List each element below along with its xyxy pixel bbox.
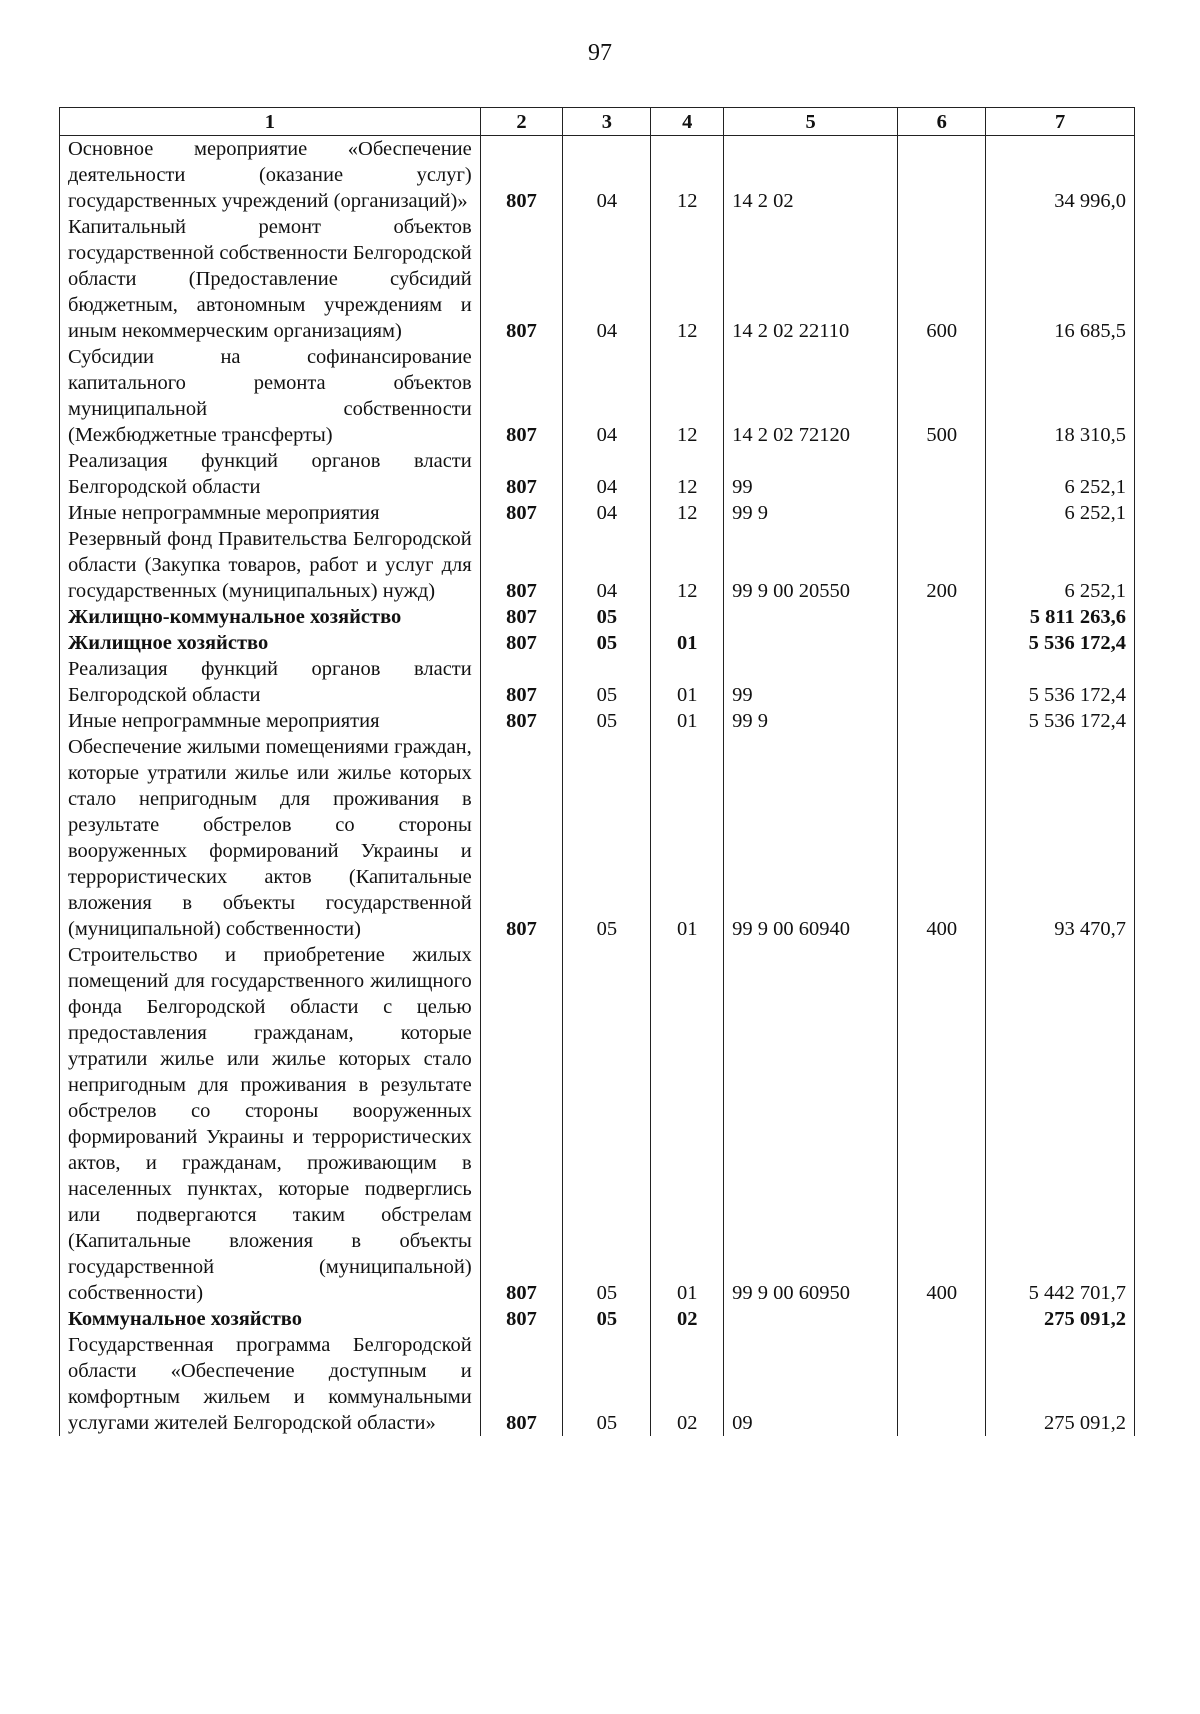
row-amount: 6 252,1 (986, 526, 1135, 604)
row-description: Основное мероприятие «Обеспечение деятельности (оказание услуг) государственных учреждений (организаций)» (60, 136, 481, 215)
row-target-article: 99 (724, 656, 898, 708)
row-subsection-code: 02 (651, 1332, 724, 1436)
row-description: Резервный фонд Правительства Белгородской области (Закупка товаров, работ и услуг для государственных (муниципальных) нужд) (60, 526, 481, 604)
table-row (60, 526, 1135, 604)
row-section-code: 04 (563, 448, 651, 500)
row-chapter-code: 807 (480, 604, 563, 630)
row-subsection-code: 12 (651, 500, 724, 526)
row-section-code: 05 (563, 1306, 651, 1332)
table-row (60, 136, 1135, 215)
row-section-code: 05 (563, 734, 651, 942)
row-target-article: 09 (724, 1332, 898, 1436)
row-description: Государственная программа Белгородской области «Обеспечение доступным и комфортным жильем и коммунальными услугами жителей Белгородской области» (60, 1332, 481, 1436)
row-target-article: 14 2 02 72120 (724, 344, 898, 448)
row-section-code: 04 (563, 500, 651, 526)
row-chapter-code: 807 (480, 630, 563, 656)
row-subsection-code: 01 (651, 734, 724, 942)
row-amount: 5 536 172,4 (986, 630, 1135, 656)
row-target-article (724, 604, 898, 630)
table-row (60, 604, 1135, 630)
row-amount: 5 811 263,6 (986, 604, 1135, 630)
header-col-5: 5 (724, 108, 898, 136)
row-target-article: 14 2 02 22110 (724, 214, 898, 344)
row-amount: 16 685,5 (986, 214, 1135, 344)
row-amount: 34 996,0 (986, 136, 1135, 215)
row-amount: 275 091,2 (986, 1306, 1135, 1332)
table-row (60, 448, 1135, 500)
row-amount: 18 310,5 (986, 344, 1135, 448)
row-subsection-code: 12 (651, 344, 724, 448)
row-target-article: 99 9 00 60940 (724, 734, 898, 942)
header-row (60, 108, 1135, 136)
row-chapter-code: 807 (480, 500, 563, 526)
row-section-code: 05 (563, 604, 651, 630)
table-row (60, 942, 1135, 1306)
row-expense-type (898, 448, 986, 500)
row-section-code: 04 (563, 214, 651, 344)
row-expense-type: 400 (898, 734, 986, 942)
row-expense-type: 200 (898, 526, 986, 604)
row-expense-type (898, 604, 986, 630)
table-row (60, 656, 1135, 708)
row-chapter-code: 807 (480, 136, 563, 215)
row-expense-type (898, 136, 986, 215)
row-target-article: 99 (724, 448, 898, 500)
row-section-code: 05 (563, 630, 651, 656)
row-description: Строительство и приобретение жилых помещений для государственного жилищного фонда Белгородской области с целью предоставления гражданам, которые утратили жилье или жилье которых стало непригодным для проживания в результате обстрелов со стороны вооруженных формирований Украины и террористических актов, и гражданам, проживающим в населенных пунктах, которые подверглись или подвергаются таким обстрелам (Капитальные вложения в объекты государственной (муниципальной) собственности) (60, 942, 481, 1306)
table-row (60, 708, 1135, 734)
row-description: Коммунальное хозяйство (60, 1306, 481, 1332)
page-number: 97 (588, 40, 612, 66)
row-chapter-code: 807 (480, 1332, 563, 1436)
table-row (60, 1332, 1135, 1436)
row-description: Реализация функций органов власти Белгородской области (60, 656, 481, 708)
row-chapter-code: 807 (480, 1306, 563, 1332)
row-description: Капитальный ремонт объектов государственной собственности Белгородской области (Предоставление субсидий бюджетным, автономным учреждениям и иным некоммерческим организациям) (60, 214, 481, 344)
row-subsection-code: 01 (651, 708, 724, 734)
row-subsection-code (651, 604, 724, 630)
row-amount: 93 470,7 (986, 734, 1135, 942)
header-col-3: 3 (563, 108, 651, 136)
row-section-code: 04 (563, 526, 651, 604)
row-expense-type (898, 1306, 986, 1332)
row-chapter-code: 807 (480, 448, 563, 500)
row-target-article: 14 2 02 (724, 136, 898, 215)
row-subsection-code: 01 (651, 656, 724, 708)
row-amount: 5 536 172,4 (986, 656, 1135, 708)
row-chapter-code: 807 (480, 526, 563, 604)
row-chapter-code: 807 (480, 656, 563, 708)
row-subsection-code: 12 (651, 448, 724, 500)
row-chapter-code: 807 (480, 734, 563, 942)
row-subsection-code: 12 (651, 526, 724, 604)
row-amount: 5 442 701,7 (986, 942, 1135, 1306)
row-subsection-code: 02 (651, 1306, 724, 1332)
row-subsection-code: 01 (651, 630, 724, 656)
row-description: Жилищное хозяйство (60, 630, 481, 656)
row-target-article: 99 9 (724, 500, 898, 526)
row-chapter-code: 807 (480, 942, 563, 1306)
row-amount: 6 252,1 (986, 448, 1135, 500)
row-expense-type: 500 (898, 344, 986, 448)
row-description: Обеспечение жилыми помещениями граждан, которые утратили жилье или жилье которых стало непригодным для проживания в результате обстрелов со стороны вооруженных формирований Украины и террористических актов (Капитальные вложения в объекты государственной (муниципальной) собственности) (60, 734, 481, 942)
table-row (60, 500, 1135, 526)
row-target-article: 99 9 00 20550 (724, 526, 898, 604)
row-expense-type (898, 708, 986, 734)
header-col-1: 1 (60, 108, 481, 136)
row-amount: 275 091,2 (986, 1332, 1135, 1436)
row-description: Иные непрограммные мероприятия (60, 708, 481, 734)
row-section-code: 05 (563, 708, 651, 734)
row-section-code: 05 (563, 656, 651, 708)
row-description: Жилищно-коммунальное хозяйство (60, 604, 481, 630)
row-section-code: 04 (563, 344, 651, 448)
header-col-6: 6 (898, 108, 986, 136)
table-row (60, 214, 1135, 344)
row-expense-type: 400 (898, 942, 986, 1306)
row-target-article: 99 9 (724, 708, 898, 734)
row-amount: 5 536 172,4 (986, 708, 1135, 734)
row-description: Субсидии на софинансирование капитального ремонта объектов муниципальной собственности (Межбюджетные трансферты) (60, 344, 481, 448)
budget-table (59, 107, 1135, 1436)
table-row (60, 344, 1135, 448)
row-section-code: 04 (563, 136, 651, 215)
row-chapter-code: 807 (480, 344, 563, 448)
row-section-code: 05 (563, 1332, 651, 1436)
header-col-2: 2 (480, 108, 563, 136)
row-target-article: 99 9 00 60950 (724, 942, 898, 1306)
table-row (60, 734, 1135, 942)
header-col-7: 7 (986, 108, 1135, 136)
row-chapter-code: 807 (480, 708, 563, 734)
header-col-4: 4 (651, 108, 724, 136)
row-expense-type (898, 1332, 986, 1436)
row-target-article (724, 630, 898, 656)
row-expense-type (898, 500, 986, 526)
row-section-code: 05 (563, 942, 651, 1306)
row-expense-type (898, 656, 986, 708)
table-row (60, 1306, 1135, 1332)
row-expense-type: 600 (898, 214, 986, 344)
row-subsection-code: 12 (651, 136, 724, 215)
row-amount: 6 252,1 (986, 500, 1135, 526)
row-target-article (724, 1306, 898, 1332)
table-row (60, 630, 1135, 656)
row-description: Иные непрограммные мероприятия (60, 500, 481, 526)
row-expense-type (898, 630, 986, 656)
row-chapter-code: 807 (480, 214, 563, 344)
row-description: Реализация функций органов власти Белгородской области (60, 448, 481, 500)
row-subsection-code: 12 (651, 214, 724, 344)
row-subsection-code: 01 (651, 942, 724, 1306)
